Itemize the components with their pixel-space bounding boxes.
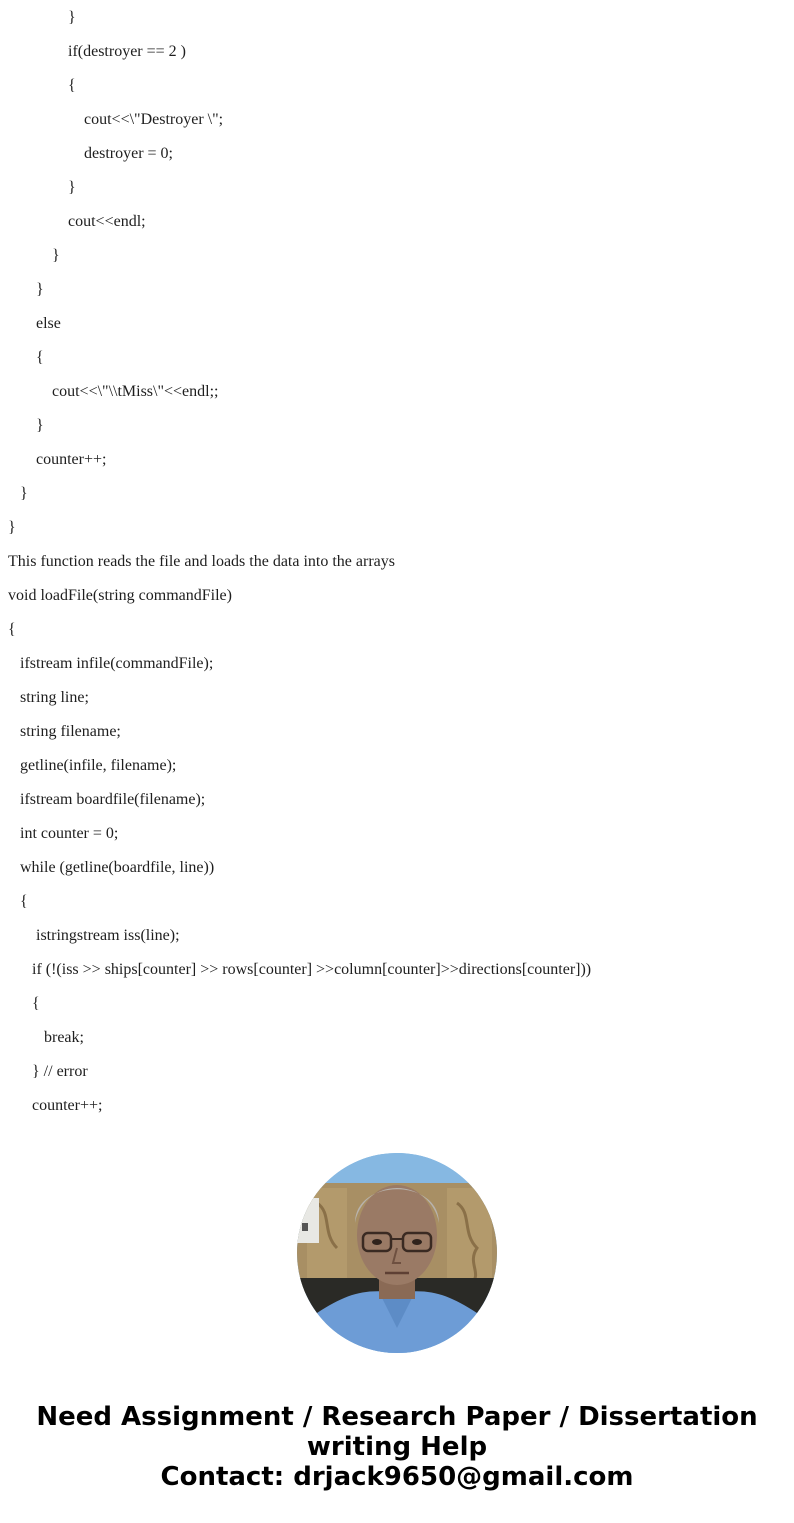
contact-email: Contact: drjack9650@gmail.com [160,1462,634,1492]
code-line: { [8,621,16,638]
code-line: if(destroyer == 2 ) [68,43,187,60]
code-line: } [8,519,16,536]
code-line: break; [44,1029,84,1046]
code-line: while (getline(boardfile, line)) [20,859,215,876]
portrait-photo-icon [297,1153,497,1353]
code-line: cout<<\"Destroyer \"; [84,111,224,128]
function-signature: void loadFile(string commandFile) [8,587,232,604]
code-line: getline(infile, filename); [20,757,177,774]
code-line: string filename; [20,723,121,740]
code-line: cout<<endl; [68,213,146,230]
code-line: } [36,281,44,298]
code-line: ifstream boardfile(filename); [20,791,206,808]
code-line: ifstream infile(commandFile); [20,655,214,672]
code-line: destroyer = 0; [84,145,173,162]
code-line: else [36,315,61,332]
code-line: } [20,485,28,502]
code-line: { [32,995,40,1012]
code-line: { [68,77,76,94]
banner-headline: Need Assignment / Research Paper / Dissertation [36,1402,758,1432]
code-line: istringstream iss(line); [36,927,180,944]
code-line: } // error [32,1063,88,1080]
avatar [297,1153,497,1353]
code-line: } [68,9,76,26]
code-line: { [20,893,28,910]
code-line: if (!(iss >> ships[counter] >> rows[counter] >>column[counter]>>directions[counter])) [32,961,592,978]
code-line: string line; [20,689,89,706]
code-line: } [68,179,76,196]
code-line: counter++; [36,451,107,468]
code-line: } [52,247,60,264]
code-line: counter++; [32,1097,103,1114]
contact-banner [0,1402,794,1492]
code-line: { [36,349,44,366]
code-line: int counter = 0; [20,825,119,842]
banner-subline: writing Help [306,1432,488,1462]
code-line: } [36,417,44,434]
code-line: cout<<\"\\tMiss\"<<endl;; [52,383,219,400]
description-text: This function reads the file and loads the data into the arrays [8,553,395,570]
